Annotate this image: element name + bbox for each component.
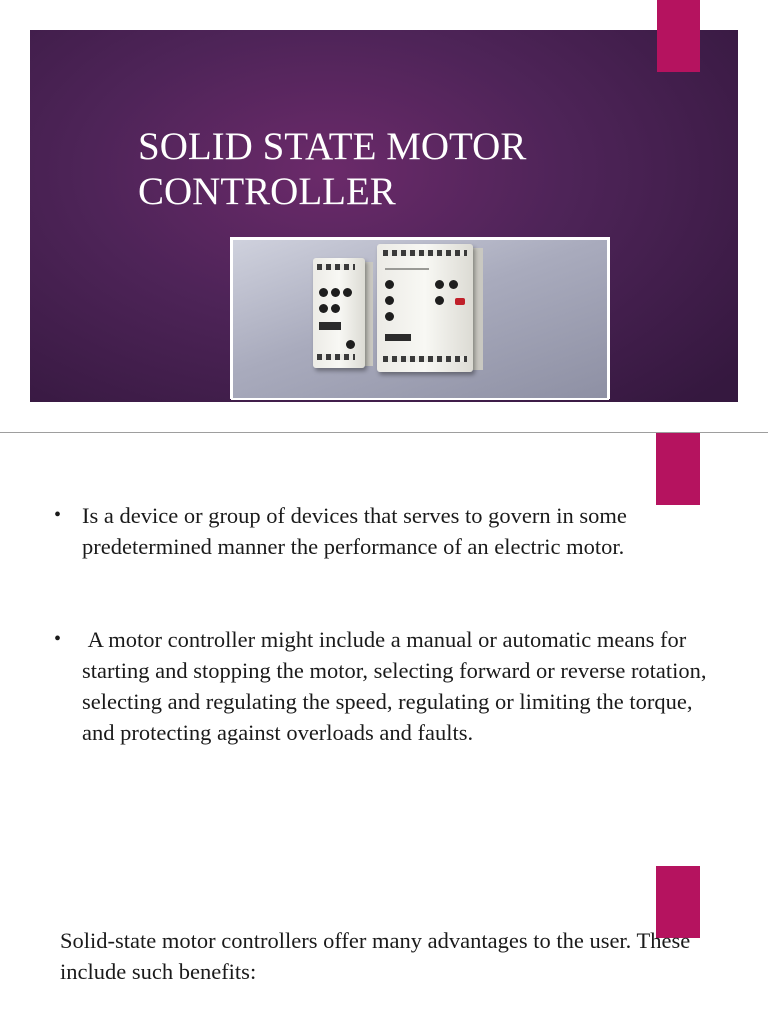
body-paragraph: Solid-state motor controllers offer many advantages to the user. These include such benefits: [60,928,691,984]
knob-icon [435,296,444,305]
slide-accent-bar [657,0,700,72]
knob-icon [435,280,444,289]
device-side-panel [365,262,373,366]
terminal-block [383,250,467,256]
bullet-item [52,500,712,562]
knob-icon [385,280,394,289]
small-controller-unit [313,258,365,368]
bullet-text: Is a device or group of devices that serves to govern in some predetermined manner the performance of an electric motor. [82,503,627,559]
bullet-list [52,500,712,748]
bullet-item [52,624,712,748]
terminal-block [317,354,355,360]
bullet-text: A motor controller might include a manual or automatic means for starting and stopping the motor, selecting forward or reverse rotation, selecting and regulating the speed, regulating or limiting the torque, and protecting against overloads and faults. [82,627,713,745]
knob-icon [331,304,340,313]
motor-controller-photo [233,240,607,398]
knob-icon [331,288,340,297]
large-controller-unit [377,244,473,372]
display-strip [319,322,341,330]
knob-icon [319,304,328,313]
knob-icon [385,312,394,321]
bullet-icon: • [54,628,62,650]
brand-logo-icon [455,298,465,305]
knob-icon [346,340,355,349]
device-side-panel [473,248,483,370]
terminal-block [383,356,467,362]
knob-icon [449,280,458,289]
slide-accent-bar [656,433,700,505]
slide-divider [0,432,768,433]
terminal-block [317,264,355,270]
title-slide [30,30,738,402]
label-line [385,268,429,270]
knob-icon [385,296,394,305]
knob-icon [319,288,328,297]
display-strip [385,334,411,341]
knob-icon [343,288,352,297]
bullet-icon: • [54,504,62,526]
slide-title: SOLID STATE MOTOR CONTROLLER [138,125,527,213]
